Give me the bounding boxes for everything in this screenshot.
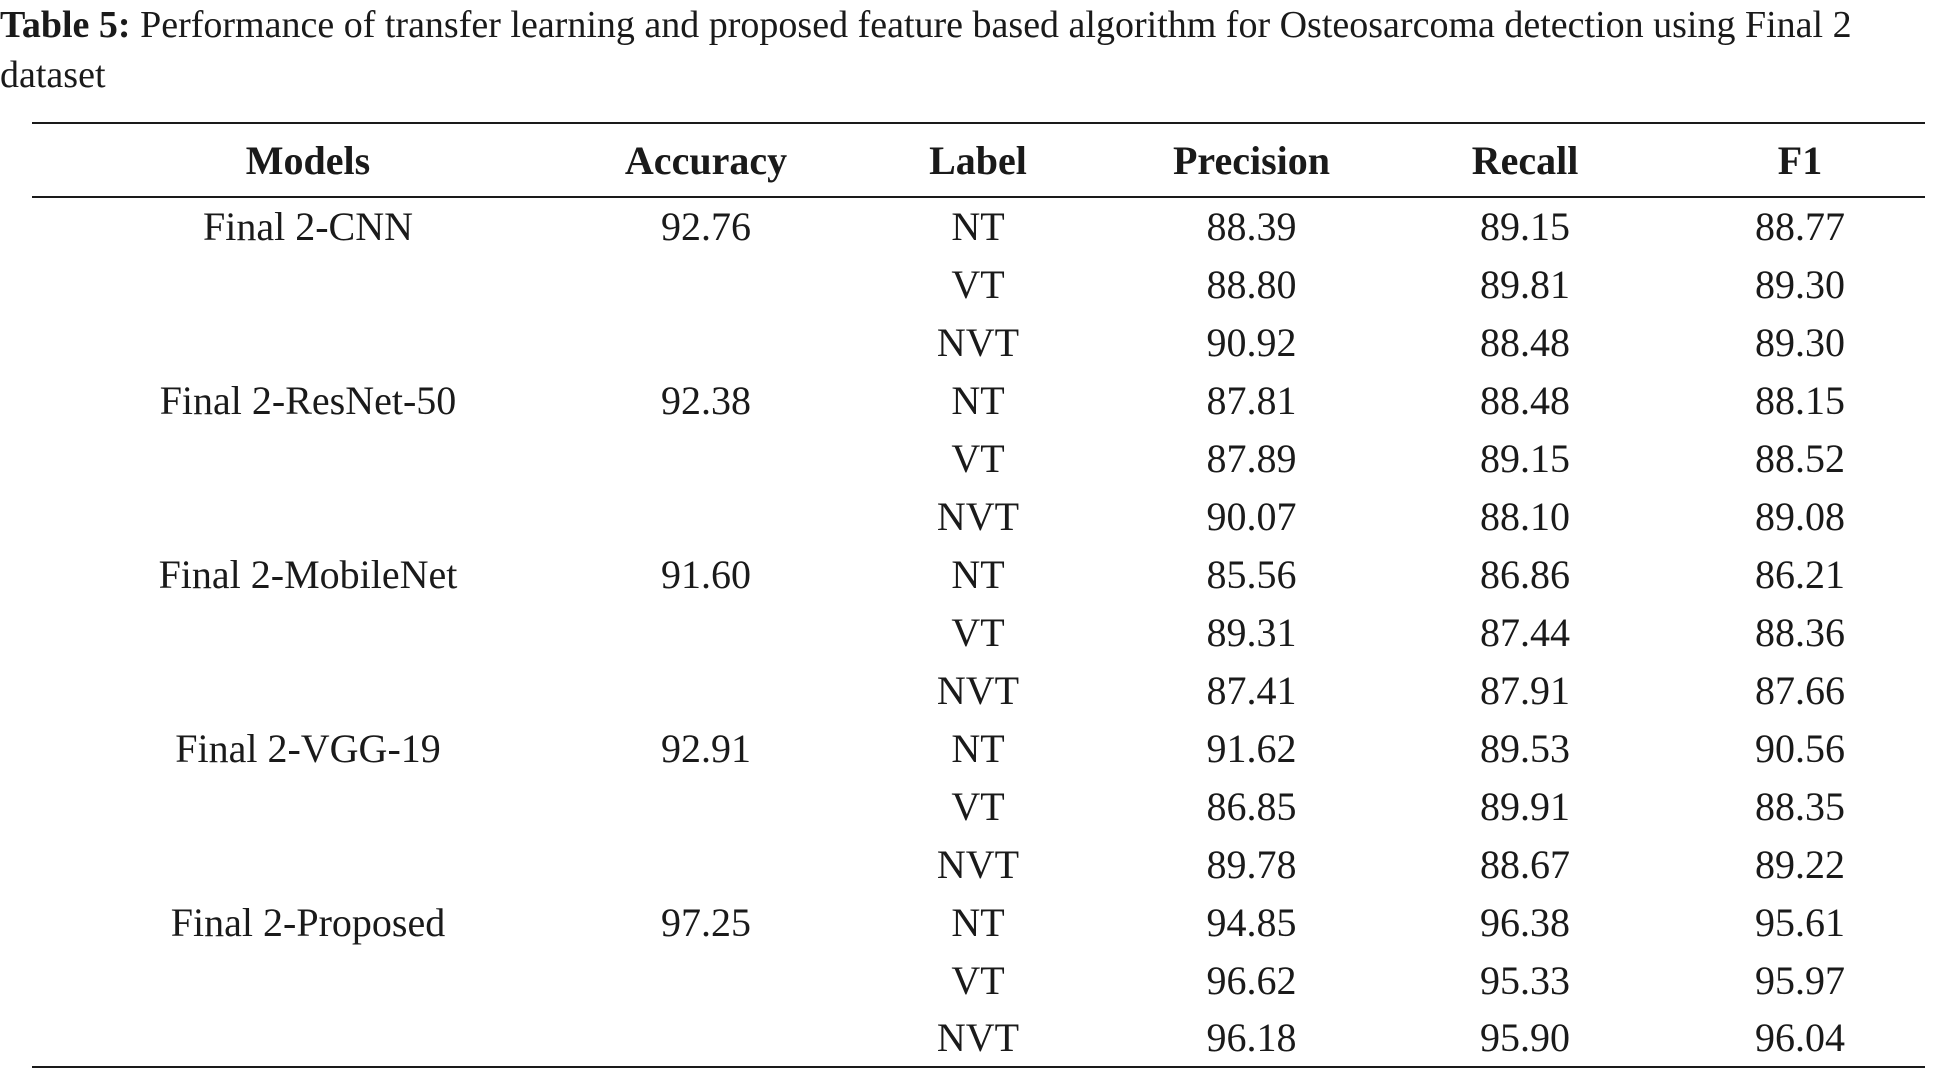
cell-accuracy [584, 661, 828, 719]
cell-recall: 95.33 [1480, 957, 1570, 1003]
cell-model: Final 2-ResNet-50 [159, 377, 457, 423]
table-row [32, 835, 1925, 893]
header-accuracy: Accuracy [584, 123, 828, 197]
cell-recall: 86.86 [1480, 551, 1570, 597]
cell-accuracy [584, 603, 828, 661]
cell-label: NVT [936, 841, 1020, 887]
cell-recall: 89.91 [1480, 783, 1570, 829]
cell-recall: 96.38 [1480, 899, 1570, 945]
cell-label: NT [951, 377, 1005, 423]
cell-recall: 89.53 [1480, 725, 1570, 771]
cell-recall: 87.91 [1480, 667, 1570, 713]
table-caption [0, 0, 1950, 100]
cell-label: NT [951, 725, 1005, 771]
cell-model: Final 2-VGG-19 [175, 725, 441, 771]
cell-f1: 87.66 [1755, 667, 1845, 713]
caption-label: Table 5: [0, 4, 131, 46]
cell-f1: 89.30 [1755, 261, 1845, 307]
cell-precision: 96.18 [1128, 1009, 1375, 1067]
cell-recall: 88.48 [1480, 377, 1570, 423]
cell-label: NT [951, 899, 1005, 945]
table-header-row [32, 123, 1925, 197]
cell-label: VT [951, 435, 1005, 481]
cell-model [32, 661, 584, 719]
results-table-container [32, 122, 1925, 1068]
table-row [32, 951, 1925, 1009]
cell-precision: 87.89 [1206, 435, 1297, 481]
table-row [32, 661, 1925, 719]
table-row [32, 777, 1925, 835]
cell-f1: 88.36 [1755, 609, 1845, 655]
cell-precision: 89.78 [1206, 841, 1297, 887]
cell-f1: 90.56 [1755, 725, 1845, 771]
cell-precision: 96.62 [1206, 957, 1297, 1003]
cell-model [32, 835, 584, 893]
header-recall: Recall [1375, 123, 1675, 197]
cell-f1: 89.08 [1755, 493, 1845, 539]
cell-accuracy [584, 255, 828, 313]
header-models: Models [32, 123, 584, 197]
table-body [32, 197, 1925, 1067]
cell-label: VT [951, 261, 1005, 307]
cell-accuracy [584, 429, 828, 487]
cell-f1: 95.61 [1755, 899, 1845, 945]
table-row [32, 371, 1925, 429]
cell-model [32, 603, 584, 661]
table-row [32, 197, 1925, 255]
cell-accuracy [584, 487, 828, 545]
cell-precision: 86.85 [1206, 783, 1297, 829]
cell-precision: 85.56 [1206, 551, 1297, 597]
cell-f1: 86.21 [1755, 551, 1845, 597]
cell-f1: 88.77 [1755, 204, 1845, 249]
table-row [32, 893, 1925, 951]
cell-accuracy: 91.60 [661, 551, 751, 597]
cell-label: NT [951, 204, 1005, 249]
cell-f1: 89.30 [1755, 319, 1845, 365]
header-precision: Precision [1128, 123, 1375, 197]
cell-recall: 95.90 [1375, 1009, 1675, 1067]
table-row [32, 313, 1925, 371]
cell-accuracy [584, 777, 828, 835]
cell-precision: 90.07 [1206, 493, 1297, 539]
header-label: Label [828, 123, 1128, 197]
cell-model [32, 1009, 584, 1067]
table-row [32, 429, 1925, 487]
cell-recall: 88.10 [1480, 493, 1570, 539]
cell-accuracy [584, 1009, 828, 1067]
cell-precision: 87.81 [1206, 377, 1297, 423]
cell-label: NT [951, 551, 1005, 597]
table-row [32, 487, 1925, 545]
cell-precision: 87.41 [1206, 667, 1297, 713]
cell-precision: 88.39 [1206, 204, 1297, 249]
cell-model: Final 2-MobileNet [158, 551, 458, 597]
cell-label: NVT [936, 493, 1020, 539]
cell-recall: 89.81 [1480, 261, 1570, 307]
cell-f1: 88.52 [1755, 435, 1845, 481]
cell-accuracy [584, 951, 828, 1009]
results-table [32, 122, 1925, 1068]
cell-recall: 87.44 [1480, 609, 1570, 655]
cell-model: Final 2-Proposed [170, 899, 446, 945]
cell-label: VT [951, 957, 1005, 1003]
cell-f1: 89.22 [1755, 841, 1845, 887]
cell-accuracy: 92.38 [661, 377, 751, 423]
cell-f1: 95.97 [1755, 957, 1845, 1003]
cell-model [32, 951, 584, 1009]
cell-model [32, 487, 584, 545]
cell-precision: 90.92 [1206, 319, 1297, 365]
header-f1: F1 [1675, 123, 1925, 197]
table-row [32, 719, 1925, 777]
cell-model [32, 777, 584, 835]
cell-precision: 91.62 [1206, 725, 1297, 771]
cell-recall: 89.15 [1480, 204, 1570, 249]
cell-accuracy: 92.76 [661, 204, 751, 249]
cell-model: Final 2-CNN [203, 204, 413, 249]
cell-recall: 88.67 [1480, 841, 1570, 887]
cell-f1: 96.04 [1675, 1009, 1925, 1067]
cell-recall: 88.48 [1480, 319, 1570, 365]
cell-model [32, 429, 584, 487]
cell-label: NVT [936, 667, 1020, 713]
cell-precision: 88.80 [1206, 261, 1297, 307]
table-row [32, 1009, 1925, 1067]
cell-precision: 94.85 [1206, 899, 1297, 945]
table-row [32, 603, 1925, 661]
cell-accuracy [584, 835, 828, 893]
cell-model [32, 255, 584, 313]
cell-accuracy [584, 313, 828, 371]
cell-label: NVT [828, 1009, 1128, 1067]
cell-f1: 88.15 [1755, 377, 1845, 423]
caption-text: Performance of transfer learning and proposed feature based algorithm for Osteosarcoma detection using Final 2 dataset [0, 4, 1852, 96]
cell-label: VT [951, 783, 1005, 829]
cell-model [32, 313, 584, 371]
cell-label: NVT [936, 319, 1020, 365]
cell-accuracy: 97.25 [661, 899, 751, 945]
cell-f1: 88.35 [1755, 783, 1845, 829]
cell-accuracy: 92.91 [661, 725, 751, 771]
cell-label: VT [951, 609, 1005, 655]
cell-recall: 89.15 [1480, 435, 1570, 481]
table-row [32, 255, 1925, 313]
table-row [32, 545, 1925, 603]
cell-precision: 89.31 [1206, 609, 1297, 655]
